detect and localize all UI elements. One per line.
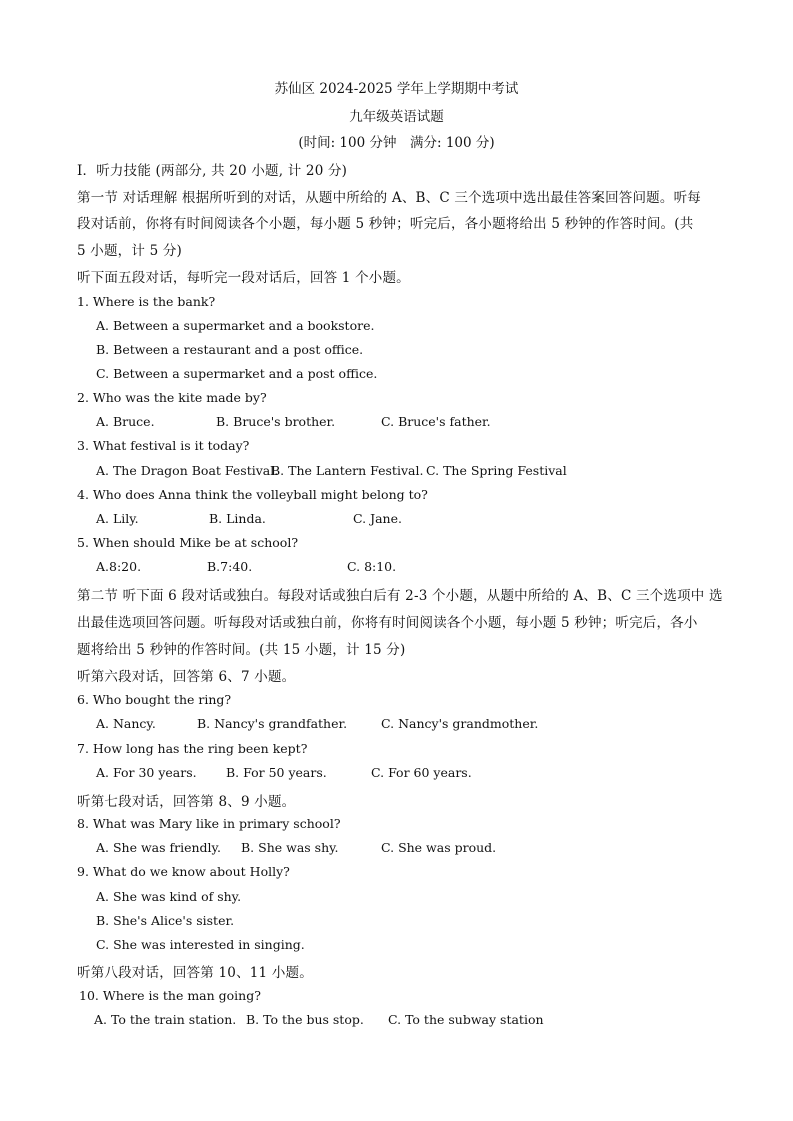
q7-option-c: C. For 60 years. <box>371 765 472 780</box>
question-6: 6. Who bought the ring? <box>77 692 232 707</box>
q4-option-c: C. Jane. <box>353 511 402 526</box>
dialog-7-instruction: 听第七段对话，回答第 8、9 小题。 <box>77 794 296 810</box>
q5-option-b: B.7:40. <box>207 559 253 574</box>
question-3: 3. What festival is it today? <box>77 438 250 453</box>
q3-option-a: A. The Dragon Boat Festival. <box>96 463 279 478</box>
part2-intro-line3: 题将给出 5 秒钟的作答时间。(共 15 小题，计 15 分) <box>77 642 406 658</box>
q10-option-a: A. To the train station. <box>94 1012 237 1027</box>
dialog-6-instruction: 听第六段对话，回答第 6、7 小题。 <box>77 669 296 685</box>
part2-intro-line1: 第二节 听下面 6 段对话或独白。每段对话或独白后有 2-3 个小题，从题中所给的 A、B、C 三个选项中 选 <box>77 588 723 604</box>
q6-option-a: A. Nancy. <box>96 716 156 731</box>
q10-option-c: C. To the subway station <box>388 1012 544 1027</box>
q4-option-a: A. Lily. <box>96 511 139 526</box>
q9-option-b: B. She's Alice's sister. <box>96 913 235 928</box>
question-10: 10. Where is the man going? <box>79 988 261 1003</box>
q3-option-c: C. The Spring Festival <box>426 463 567 478</box>
q2-option-a: A. Bruce. <box>96 414 155 429</box>
q9-option-c: C. She was interested in singing. <box>96 937 305 952</box>
q8-option-c: C. She was proud. <box>381 840 497 855</box>
question-7: 7. How long has the ring been kept? <box>77 741 308 756</box>
q9-option-a: A. She was kind of shy. <box>96 889 242 904</box>
question-8: 8. What was Mary like in primary school? <box>77 816 341 831</box>
q6-option-b: B. Nancy's grandfather. <box>197 716 348 731</box>
question-2: 2. Who was the kite made by? <box>77 390 267 405</box>
q4-option-b: B. Linda. <box>209 511 266 526</box>
dialog-8-instruction: 听第八段对话，回答第 10、11 小题。 <box>77 965 313 981</box>
question-5: 5. When should Mike be at school? <box>77 535 299 550</box>
part1-intro-line1: 第一节 对话理解 根据所听到的对话，从题中所给的 A、B、C 三个选项中选出最佳答案回答问题。听每 <box>77 190 701 206</box>
q1-option-b: B. Between a restaurant and a post office. <box>96 342 364 357</box>
exam-info: (时间: 100 分钟 满分: 100 分) <box>298 135 495 151</box>
q8-option-b: B. She was shy. <box>241 840 339 855</box>
question-4: 4. Who does Anna think the volleyball might belong to? <box>77 487 428 502</box>
part1-instruction: 听下面五段对话，每听完一段对话后，回答 1 个小题。 <box>77 270 410 286</box>
part1-intro-line2: 段对话前，你将有时间阅读各个小题，每小题 5 秒钟；听完后，各小题将给出 5 秒钟的作答时间。(共 <box>77 216 694 232</box>
q8-option-a: A. She was friendly. <box>96 840 221 855</box>
q1-option-a: A. Between a supermarket and a bookstore. <box>96 318 375 333</box>
q6-option-c: C. Nancy's grandmother. <box>381 716 539 731</box>
part2-intro-line2: 出最佳选项回答问题。听每段对话或独白前，你将有时间阅读各个小题，每小题 5 秒钟；听完后，各小 <box>77 615 698 631</box>
q10-option-b: B. To the bus stop. <box>246 1012 364 1027</box>
section-heading: Ⅰ．听力技能 (两部分, 共 20 小题, 计 20 分) <box>77 163 348 179</box>
q7-option-b: B. For 50 years. <box>226 765 327 780</box>
exam-subtitle: 九年级英语试题 <box>349 109 444 125</box>
question-9: 9. What do we know about Holly? <box>77 864 290 879</box>
part1-intro-line3: 5 小题，计 5 分) <box>77 243 183 259</box>
q1-option-c: C. Between a supermarket and a post office. <box>96 366 378 381</box>
q5-option-a: A.8:20. <box>96 559 142 574</box>
q5-option-c: C. 8:10. <box>347 559 397 574</box>
q3-option-b: B. The Lantern Festival. <box>271 463 424 478</box>
q2-option-b: B. Bruce's brother. <box>216 414 336 429</box>
q2-option-c: C. Bruce's father. <box>381 414 491 429</box>
q7-option-a: A. For 30 years. <box>96 765 197 780</box>
question-1: 1. Where is the bank? <box>77 294 216 309</box>
exam-title: 苏仙区 2024-2025 学年上学期期中考试 <box>274 81 519 97</box>
